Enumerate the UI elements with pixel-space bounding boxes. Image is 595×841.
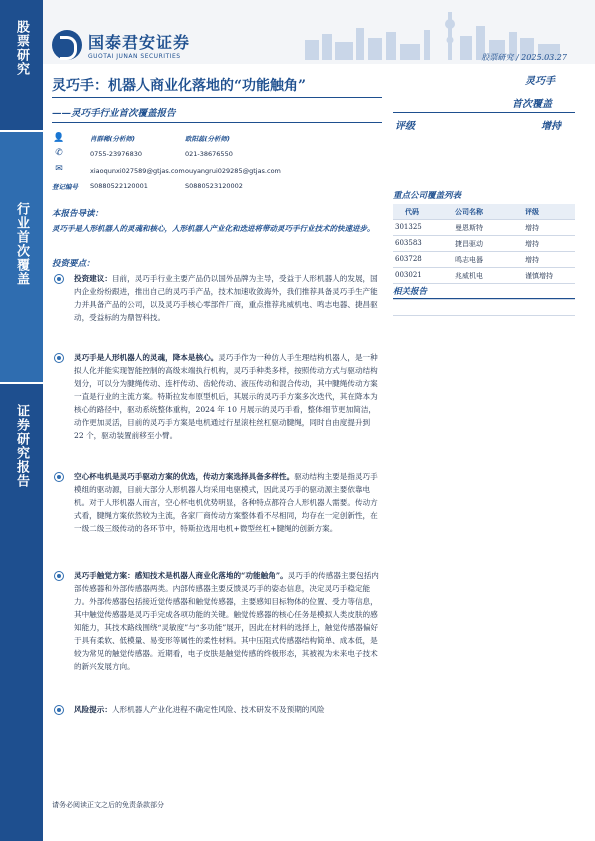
- list-item: 投资建议：目前，灵巧手行业主要产品仍以国外品牌为主导，受益于人形机器人的发展，国内企业纷纷跟进，推出自己的灵巧手产品，技术加速收敛海外，我们推荐具备灵巧手生产能力并具备产品的公司，以及灵巧手核心零部件厂商，重点推荐兆威机电、鸣志电器、捷昌驱动，受益标的为鼎智科技。: [52, 272, 382, 351]
- title-rule: [52, 97, 382, 98]
- phone-icon: ✆: [55, 148, 63, 158]
- bullet-icon: [54, 705, 64, 715]
- bullet-icon: [54, 274, 64, 284]
- analyst-name-1: 肖群稀(分析师): [90, 135, 135, 143]
- analyst-phone-2: 021-38676550: [185, 150, 233, 158]
- report-type-date: 股票研究 / 2025.03.27: [481, 53, 567, 62]
- logo-name-en: GUOTAI JUNAN SECURITIES: [88, 53, 181, 60]
- rating-rule: [393, 112, 575, 113]
- table-row: 603583 捷昌驱动 增持: [393, 236, 575, 252]
- industry-name: 灵巧手: [525, 76, 555, 87]
- company-logo: [52, 30, 190, 60]
- email-icon: ✉: [55, 164, 63, 174]
- related-reports-heading: 相关报告: [393, 287, 428, 297]
- table-header-row: [393, 204, 575, 220]
- analyst-cert-1: S0880522120001: [90, 182, 148, 190]
- disclaimer-footer: 请务必阅读正文之后的免责条款部分: [52, 801, 164, 809]
- analyst-phone-1: 0755-23976830: [90, 150, 142, 158]
- list-item: 灵巧手是人形机器人的灵魂，降本是核心。灵巧手作为一种仿人手生理结构机器人，是一种拟人化并能实现智能控制的高级末端执行机构，灵巧手种类多样，按照传动方式与驱动结构划分，可以分为腱绳传动、连杆传动、齿轮传动、液压传动和混合传动，其中腱绳传动方案一直是行业的主流方案。特斯拉发布原型机后，其展示的灵巧手方案多次迭代，其在降本为核心的路径中，驱动系统整体重构，2024 年 10 月展示的灵巧手看，整体细节更加简洁，动作更加灵活，目前的灵巧手方案是电机通过行星滚柱丝杠驱动腱绳，同时自由度提升到 22 个，驱动装置前移至小臂。: [52, 351, 382, 470]
- logo-name-cn: 国泰君安证券: [88, 33, 191, 52]
- table-header-cell: 公司名称: [455, 207, 483, 216]
- coverage-table: [393, 189, 575, 280]
- subtitle-rule: [52, 122, 382, 123]
- report-subtitle: ——灵巧手行业首次覆盖报告: [52, 108, 176, 119]
- bullet-icon: [54, 472, 64, 482]
- person-icon: 👤: [53, 133, 65, 143]
- table-row: 003021 兆威机电 谨慎增持: [393, 268, 575, 284]
- analyst-email-2: ouyangrui029285@gtjas.com: [185, 167, 281, 175]
- list-item: 灵巧手触觉方案：感知技术是机器人商业化落地的“功能触角”。灵巧手的传感器主要包括内部传感器和外部传感器两类。内部传感器主要反馈灵巧手的姿态信息，决定灵巧手稳定能力。外部传感器包括接近觉传感器和触觉传感器，主要感知目标物体的位置、受力等信息，其中触觉传感器是灵巧手完成各项功能的关键。触觉传感器的核心任务是模拟人类皮肤的感知能力，其技术路线围绕“灵敏度”与“多功能”展开，因此在材料的选择上，触觉传感器偏好于具有柔软、低模量、易变形等属性的柔性材料。其中压阻式传感器结构简单、成本低，是较为常见的触觉传感器。近期看，电子皮肤是触觉传感的终极形态，其被视为未来电子技术的新兴发展方向。: [52, 569, 382, 703]
- guide-text: 灵巧手是人形机器人的灵魂和核心，人形机器人产业化和迭进将带动灵巧手行业技术的快速进步。: [52, 224, 375, 233]
- list-item: 风险提示：人形机器人产业化进程不确定性风险、技术研发不及预期的风险: [52, 703, 382, 716]
- guide-heading: 本报告导读：: [52, 209, 104, 219]
- analyst-cert-2: S0880523120002: [185, 182, 243, 190]
- sidebar-label-stock-research: 股票研究: [0, 10, 43, 135]
- coverage-type: 首次覆盖: [512, 99, 552, 110]
- table-header-cell: 代码: [405, 207, 419, 216]
- table-header-cell: 评级: [525, 207, 539, 216]
- cert-label: 登记编号: [52, 183, 78, 191]
- rating-value: 增持: [541, 121, 561, 132]
- highlights-heading: 投资要点：: [52, 259, 95, 269]
- table-row: 301325 曼恩斯特 增持: [393, 220, 575, 236]
- related-rule: [393, 298, 575, 299]
- sidebar-label-securities-report: 证券研究报告: [0, 384, 43, 584]
- sidebar-label-first-coverage: 行业首次覆盖: [0, 132, 43, 382]
- bullet-icon: [54, 353, 64, 363]
- analyst-name-2: 欧阳蕊(分析师): [185, 135, 230, 143]
- rating-label: 评级: [395, 121, 415, 132]
- report-title: 灵巧手：机器人商业化落地的“功能触角”: [52, 78, 307, 94]
- table-row: [393, 300, 575, 316]
- highlights-list: [52, 272, 382, 716]
- logo-emblem-icon: [52, 30, 82, 60]
- bullet-icon: [54, 571, 64, 581]
- analyst-email-1: xiaoqunxi027589@gtjas.com: [90, 167, 185, 175]
- coverage-table-title: 重点公司覆盖列表: [393, 191, 462, 201]
- list-item: 空心杯电机是灵巧手驱动方案的优选，传动方案选择具备多样性。驱动结构主要是指灵巧手模组的驱动源，目前大部分人形机器人均采用电驱模式，因此灵巧手的驱动源主要依靠电机。对于人形机器人而言，空心杯电机优势明显，各种特点都符合人形机器人需要。传动方式看，腱绳方案依然较为主流，各家厂商传动方案整体看不尽相同，均存在一定创新性，在一级二级三级传动的各环节中，特斯拉选用电机+微型丝杠+腱绳的创新方案。: [52, 470, 382, 569]
- table-row: 603728 鸣志电器 增持: [393, 252, 575, 268]
